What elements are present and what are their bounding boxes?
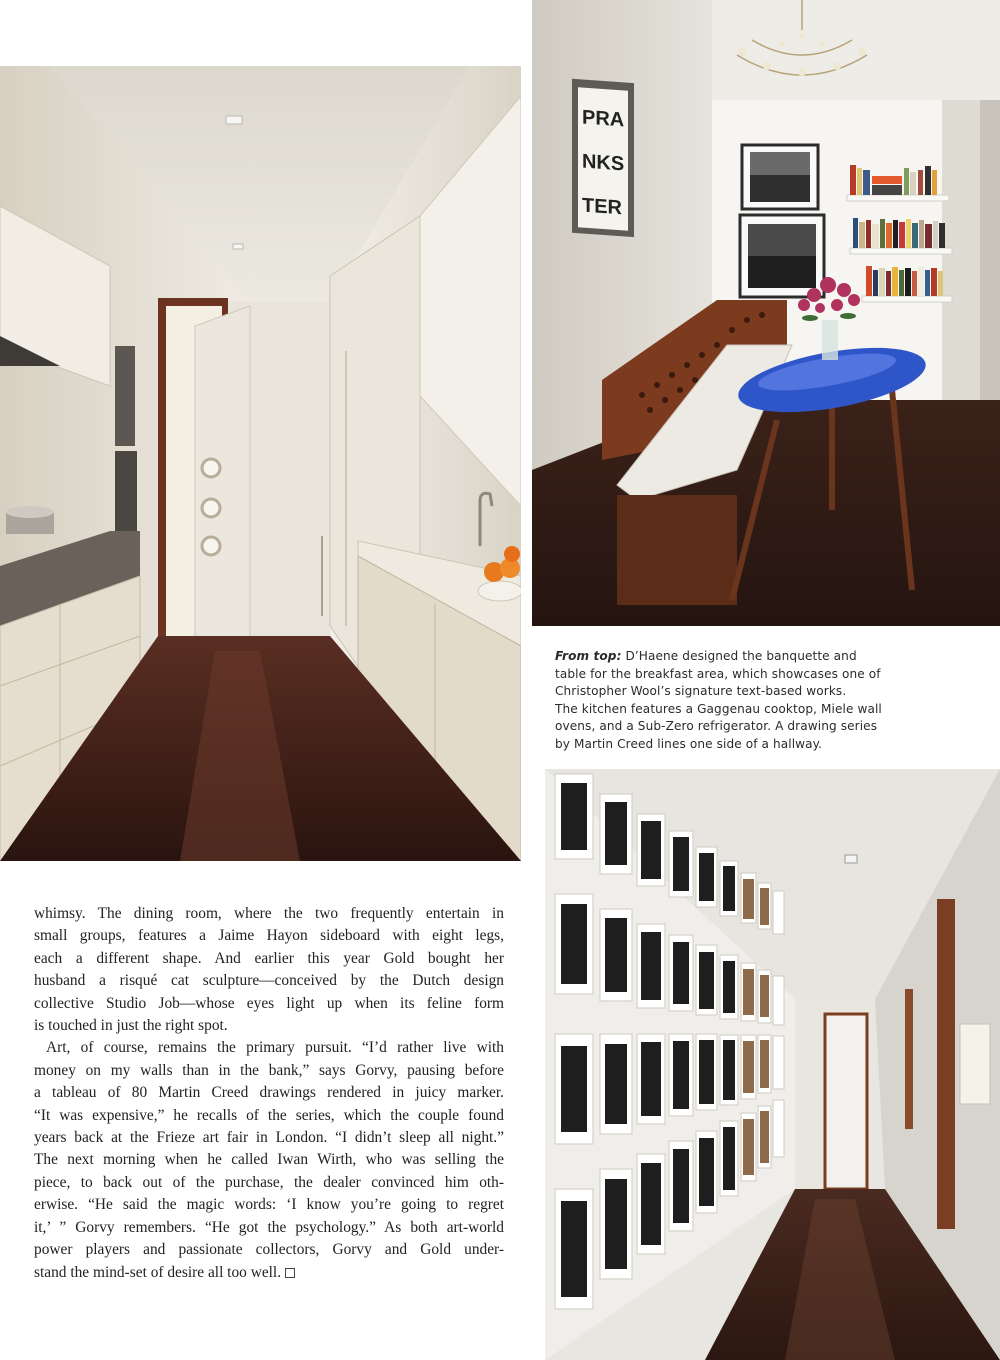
p2-line-6: The next morning when he called Iwan Wirth, who was selling the xyxy=(34,1151,504,1169)
breakfast-illustration xyxy=(532,0,1000,626)
p1-line-6: is touched in just the right spot. xyxy=(34,1017,228,1035)
p2-line-11 xyxy=(34,1262,504,1284)
kitchen-illustration xyxy=(0,66,521,861)
p2-line-4: “It was expensive,” he recalls of the series, which the couple found xyxy=(34,1106,504,1124)
sign-line-1: PRA xyxy=(582,106,625,132)
p2-line-2: money on my walls than in the bank,” says Gorvy, pausing before xyxy=(34,1061,504,1079)
p1-line-4: husband a risqué cat sculpture—conceived by the Dutch design xyxy=(34,972,504,990)
p1-line-3: each a different shape. And earlier this year Gold bought her xyxy=(34,949,504,967)
caption-line-6: by Martin Creed lines one side of a hallway. xyxy=(555,736,823,751)
caption-line-1 xyxy=(555,648,885,666)
caption-line-4: The kitchen features a Gaggenau cooktop, Miele wall xyxy=(555,701,882,716)
p1-line-1: whimsy. The dining room, where the two frequently entertain in xyxy=(34,905,504,922)
hallway-photo xyxy=(545,769,1000,1360)
caption-line-1-text: D’Haene designed the banquette and xyxy=(621,649,857,663)
p2-line-1: Art, of course, remains the primary pursuit. “I’d rather live with xyxy=(46,1039,504,1057)
p2-line-8: erwise. “He said the magic words: ‘I know you’re going to regret xyxy=(34,1196,504,1214)
sign-line-2: NKS xyxy=(582,150,625,176)
paragraph-2 xyxy=(34,1037,504,1283)
caption-line-3: Christopher Wool’s signature text-based works. xyxy=(555,684,847,699)
sign-line-3: TER xyxy=(582,194,622,220)
article-body xyxy=(34,903,504,1284)
p1-line-5: collective Studio Job—whose eyes light up when its feline form xyxy=(34,994,504,1012)
caption-line-2: table for the breakfast area, which showcases one of xyxy=(555,666,881,681)
hallway-illustration xyxy=(545,769,1000,1360)
p1-line-2: small groups, features a Jaime Hayon sideboard with eight legs, xyxy=(34,927,504,945)
kitchen-photo xyxy=(0,66,521,861)
p2-line-3: a tableau of 80 Martin Creed drawings rendered in juicy marker. xyxy=(34,1084,504,1102)
breakfast-area-photo xyxy=(532,0,1000,626)
paragraph-1 xyxy=(34,903,504,1037)
p2-line-9: it,’ ” Gorvy remembers. “He got the psychology.” As both art-world xyxy=(34,1218,504,1236)
photo-caption xyxy=(555,648,885,754)
caption-line-5: ovens, and a Sub-Zero refrigerator. A drawing series xyxy=(555,719,878,734)
p2-line-10: power players and passionate collectors, Gorvy and Gold under- xyxy=(34,1241,504,1259)
caption-lead: From top: xyxy=(555,649,622,663)
p2-line-11-text: stand the mind-set of desire all too well. xyxy=(34,1263,282,1281)
p2-line-5: years back at the Frieze art fair in London. “I didn’t sleep all night.” xyxy=(34,1129,504,1147)
end-of-article-icon xyxy=(285,1268,295,1278)
p2-line-7: piece, to back out of the purchase, the dealer convinced him oth- xyxy=(34,1173,504,1191)
